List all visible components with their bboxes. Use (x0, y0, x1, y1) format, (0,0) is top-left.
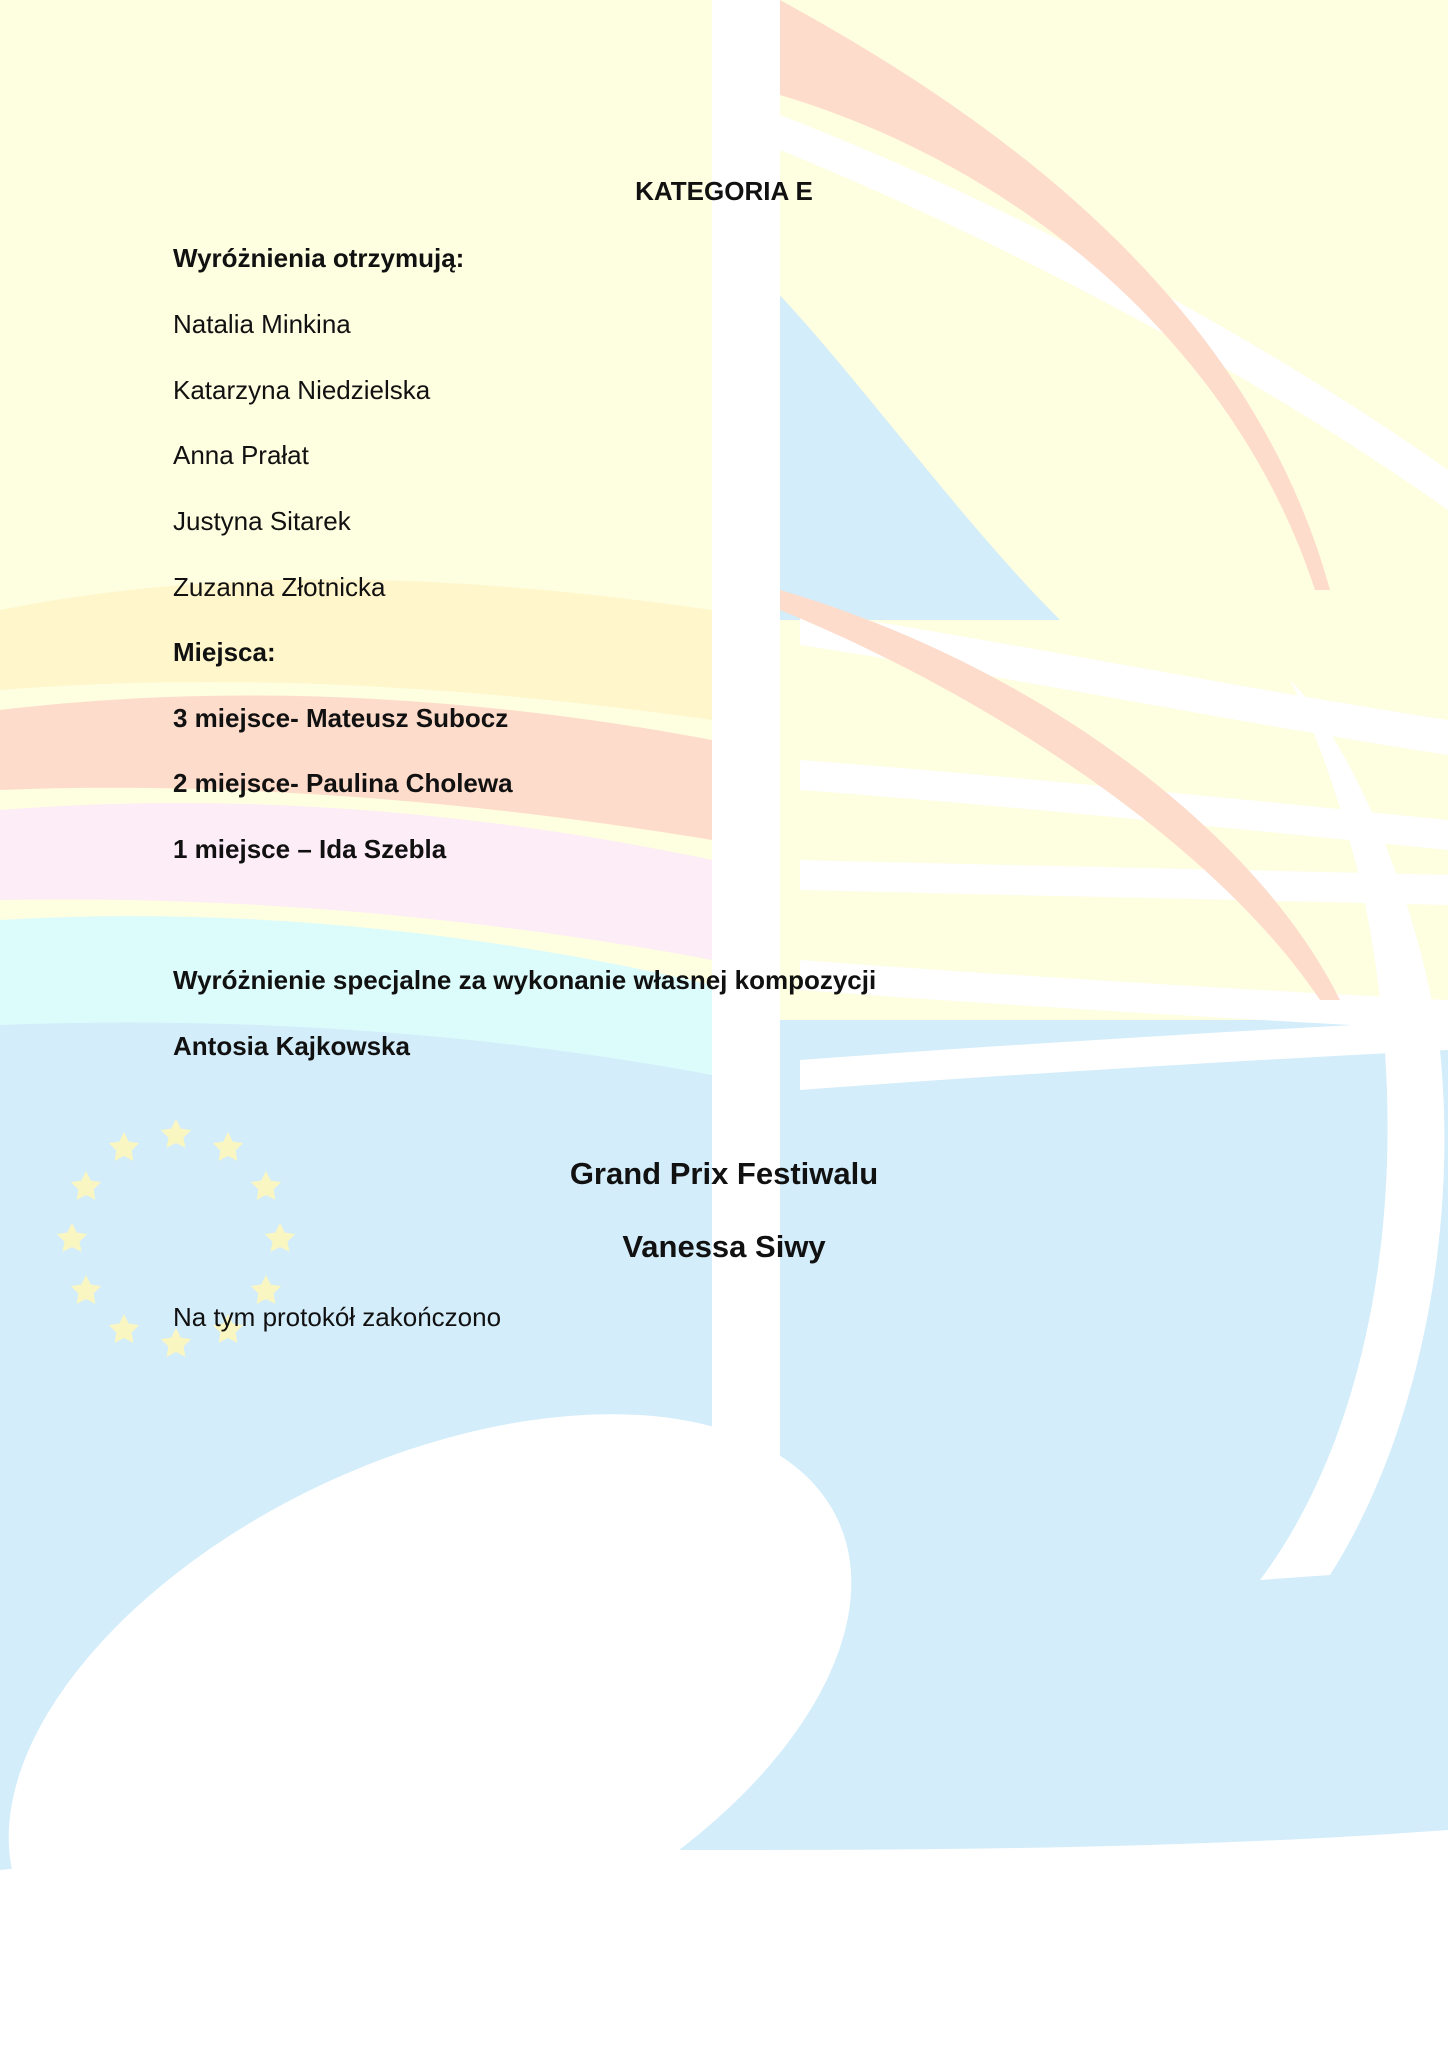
distinction-name: Katarzyna Niedzielska (173, 375, 431, 405)
place-item: 3 miejsce- Mateusz Subocz (173, 703, 509, 733)
distinctions-heading: Wyróżnienia otrzymują: (173, 243, 465, 273)
special-distinction-heading: Wyróżnienie specjalne za wykonanie własnej kompozycji (173, 965, 877, 995)
grand-prix-title: Grand Prix Festiwalu (569, 1156, 879, 1191)
category-title: KATEGORIA E (635, 176, 813, 206)
distinction-name: Justyna Sitarek (173, 506, 351, 536)
place-item: 2 miejsce- Paulina Cholewa (173, 768, 513, 798)
distinction-name: Natalia Minkina (173, 309, 351, 339)
distinction-name: Zuzanna Złotnicka (173, 572, 386, 602)
places-heading: Miejsca: (173, 637, 276, 667)
distinction-name: Anna Prałat (173, 440, 309, 470)
special-distinction-name: Antosia Kajkowska (173, 1031, 410, 1061)
grand-prix-winner: Vanessa Siwy (622, 1229, 826, 1264)
place-item: 1 miejsce – Ida Szebla (173, 834, 447, 864)
closing-statement: Na tym protokół zakończono (173, 1302, 502, 1332)
